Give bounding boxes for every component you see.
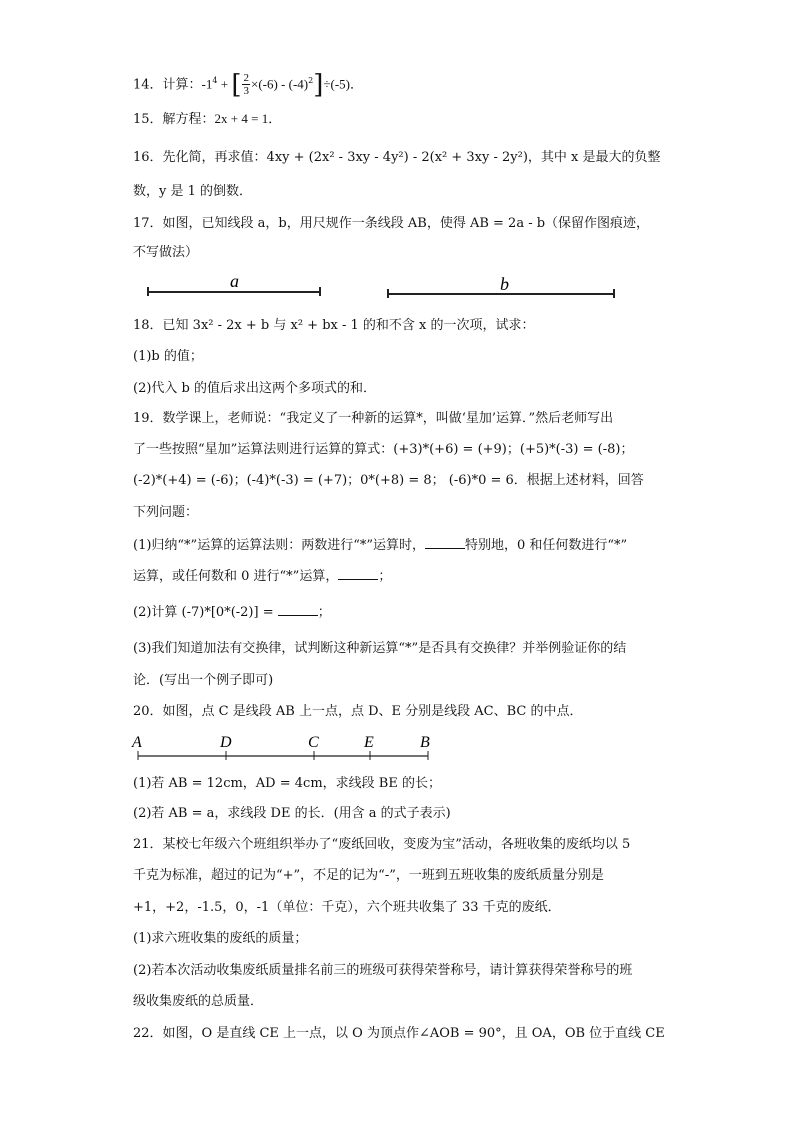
frac-num: 2 [243, 72, 249, 85]
q20-sub1: (1)若 AB = 12cm，AD = 4cm，求线段 BE 的长； [133, 776, 441, 791]
q19-sub1-text-c: 运算，或任何数和 0 进行“*”运算， [133, 569, 339, 584]
q14-expr-b: ×(-6) - (-4) [250, 76, 309, 92]
q18-sub1: (1)b 的值； [133, 349, 203, 364]
q19-sub1-line2 [133, 567, 391, 586]
q14-end: ． [350, 77, 364, 93]
q18-sub2: (2)代入 b 的值后求出这两个多项式的和． [133, 381, 377, 396]
q21-sub2-line2: 级收集废纸的总质量． [133, 994, 264, 1009]
q17-segments-figure [140, 268, 630, 304]
q20-sub2: (2)若 AB = a，求线段 DE 的长．(用含 a 的式子表示) [133, 806, 451, 821]
q14-plus: + [217, 76, 232, 92]
point-d-label: D [220, 734, 232, 751]
q14-expr-c: ÷(-5) [323, 76, 350, 92]
q21-sub2-line1: (2)若本次活动收集废纸质量排名前三的班级可获得荣誉称号，请计算获得荣誉称号的班 [133, 963, 633, 978]
left-bracket: [ [231, 69, 242, 100]
q14-label: 14．计算： [133, 77, 202, 93]
q19-sub2-text: (2)计算 (-7)*[0*(-2)] = [133, 605, 278, 620]
segment-a [148, 271, 320, 296]
answer-blank-2[interactable] [338, 567, 378, 580]
q20-line-figure [130, 730, 440, 766]
q16-line1: 16．先化简，再求值：4xy + (2x² - 3xy - 4y²) - 2(x² + 3xy - 2y²)，其中 x 是最大的负整 [133, 150, 661, 165]
q16-line2: 数，y 是 1 的倒数． [133, 184, 253, 199]
q21-line2: 千克为标准，超过的记为“+”，不足的记为“-”，一班到五班收集的废纸质量分别是 [133, 868, 604, 883]
q14-line [133, 69, 364, 100]
q19-sub2 [133, 603, 331, 622]
q15-end: ． [268, 112, 282, 127]
q19-sub1-end: ； [378, 569, 392, 584]
q14-exp4: 4 [212, 76, 218, 85]
point-c-label: C [308, 734, 319, 751]
q14-exp2: 2 [308, 76, 314, 85]
q19-sub3-line1: (3)我们知道加法有交换律，试判断这种新运算“*”是否具有交换律？并举例验证你的结 [133, 641, 627, 656]
q20-line1: 20．如图，点 C 是线段 AB 上一点，点 D、E 分别是线段 AC、BC 的中点． [133, 704, 583, 719]
point-b-label: B [420, 734, 430, 751]
q17-line2: 不写做法） [133, 245, 199, 260]
point-e-label: E [364, 734, 374, 751]
q15-line [133, 110, 281, 129]
q21-sub1: (1)求六班收集的废纸的质量； [133, 931, 308, 946]
q15-expr: 2x + 4 = 1 [214, 111, 269, 126]
q19-line3: (-2)*(+4) = (-6)；(-4)*(-3) = (+7)；0*(+8) = 8； (-6)*0 = 6．根据上述材料，回答 [133, 473, 644, 488]
q19-sub1-text-b: 特别地，0 和任何数进行“*” [465, 538, 628, 553]
q22-line1: 22．如图，O 是直线 CE 上一点，以 O 为顶点作∠AOB = 90°，且 OA，OB 位于直线 CE [133, 1026, 665, 1041]
frac-den: 3 [243, 85, 249, 98]
q17-line1: 17．如图，已知线段 a，b，用尺规作一条线段 AB，使得 AB = 2a - b（保留作图痕迹， [133, 216, 650, 231]
q19-line4: 下列问题： [133, 505, 199, 520]
q19-sub2-end: ； [317, 605, 331, 620]
answer-blank-1[interactable] [425, 536, 465, 549]
q14-expr-a: -1 [201, 76, 213, 92]
q19-sub1-line1 [133, 536, 627, 555]
q14-fraction [242, 72, 250, 97]
q19-line1: 19．数学课上，老师说：“我定义了一种新的运算*，叫做‘星加’运算．”然后老师写出 [133, 411, 614, 426]
point-a-label: A [132, 734, 142, 751]
right-bracket: ] [313, 69, 324, 100]
q19-line2: 了一些按照“星加”运算法则进行运算的算式：(+3)*(+6) = (+9)；(+5)*(-3) = (-8)； [133, 442, 634, 457]
segment-b [388, 274, 614, 298]
answer-blank-3[interactable] [278, 603, 318, 616]
segment-b-label: b [500, 274, 509, 294]
q21-line3: +1，+2，-1.5，0，-1（单位：千克），六个班共收集了 33 千克的废纸． [133, 900, 561, 915]
q18-line1: 18．已知 3x² - 2x + b 与 x² + bx - 1 的和不含 x 的一次项，试求： [133, 318, 535, 333]
q19-sub3-line2: 论．(写出一个例子即可) [133, 673, 274, 688]
q15-label: 15．解方程： [133, 112, 215, 127]
q19-sub1-text-a: (1)归纳“*”运算的运算法则：两数进行“*”运算时， [133, 538, 425, 553]
q21-line1: 21．某校七年级六个班组织举办了“废纸回收，变废为宝”活动，各班收集的废纸均以 5 [133, 837, 631, 852]
segment-a-label: a [230, 271, 239, 291]
